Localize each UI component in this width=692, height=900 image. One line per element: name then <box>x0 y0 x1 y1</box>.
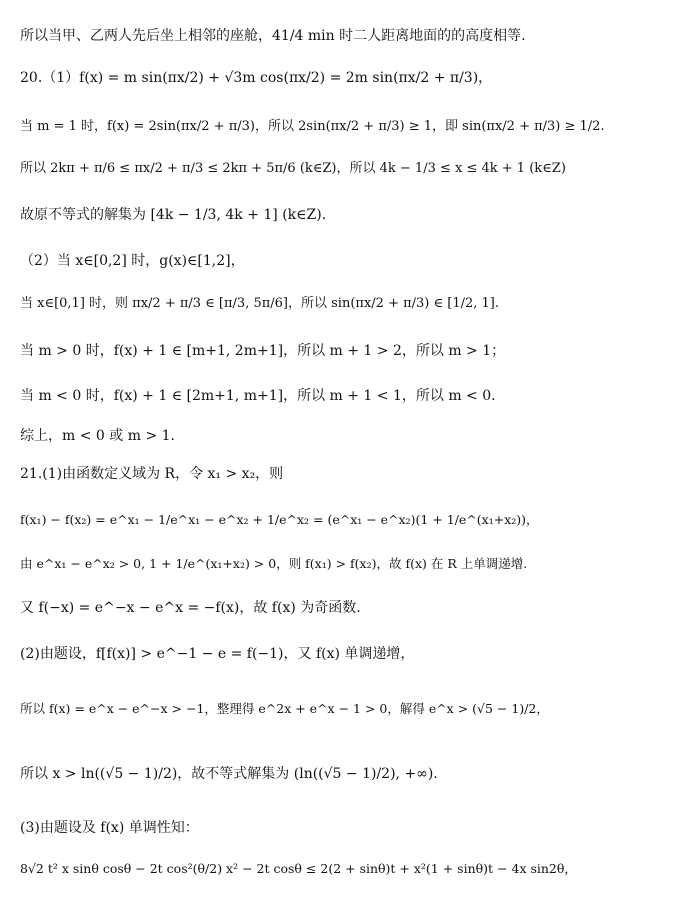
text-line: 当 m < 0 时，f(x) + 1 ∈ [2m+1, m+1]，所以 m + 1 < 1，所以 m < 0. <box>20 388 496 404</box>
text-line: 所以 x > ln((√5 − 1)/2)，故不等式解集为 (ln((√5 − 1)/2), +∞). <box>20 766 438 782</box>
text-line: f(x₁) − f(x₂) = e^x₁ − 1/e^x₁ − e^x₂ + 1/e^x₂ = (e^x₁ − e^x₂)(1 + 1/e^(x₁+x₂))， <box>20 512 539 527</box>
text-line: 由 e^x₁ − e^x₂ > 0, 1 + 1/e^(x₁+x₂) > 0，则 f(x₁) > f(x₂)，故 f(x) 在 R 上单调递增. <box>20 556 528 571</box>
text-line: (3)由题设及 f(x) 单调性知： <box>20 820 199 836</box>
text-line: 当 m > 0 时，f(x) + 1 ∈ [m+1, 2m+1]，所以 m + 1 > 2，所以 m > 1； <box>20 343 506 359</box>
text-line: (2)由题设，f[f(x)] > e^−1 − e = f(−1)，又 f(x) 单调递增， <box>20 646 415 662</box>
text-line: 故原不等式的解集为 [4k − 1/3, 4k + 1] (k∈Z). <box>20 207 327 223</box>
text-line: 当 x∈[0,1] 时，则 πx/2 + π/3 ∈ [π/3, 5π/6]，所以 sin(πx/2 + π/3) ∈ [1/2, 1]. <box>20 296 499 311</box>
text-line: （2）当 x∈[0,2] 时，g(x)∈[1,2]， <box>20 253 245 269</box>
text-line: 所以 f(x) = e^x − e^−x > −1，整理得 e^2x + e^x − 1 > 0，解得 e^x > (√5 − 1)/2， <box>20 701 549 716</box>
text-line: 8√2 t² x sinθ cosθ − 2t cos²(θ/2) x² − 2t cosθ ≤ 2(2 + sinθ)t + x²(1 + sinθ)t − 4x sin2θ， <box>20 861 577 876</box>
text-line: 20.（1）f(x) = m sin(πx/2) + √3m cos(πx/2) = 2m sin(πx/2 + π/3)， <box>20 70 493 86</box>
text-line: 所以当甲、乙两人先后坐上相邻的座舱，41/4 min 时二人距离地面的的高度相等. <box>20 28 526 44</box>
text-line: 又 f(−x) = e^−x − e^x = −f(x)，故 f(x) 为奇函数. <box>20 600 361 616</box>
text-line: 当 m = 1 时，f(x) = 2sin(πx/2 + π/3)，所以 2sin(πx/2 + π/3) ≥ 1，即 sin(πx/2 + π/3) ≥ 1/2. <box>20 119 605 134</box>
text-line: 所以 2kπ + π/6 ≤ πx/2 + π/3 ≤ 2kπ + 5π/6 (k∈Z)，所以 4k − 1/3 ≤ x ≤ 4k + 1 (k∈Z) <box>20 161 566 176</box>
text-line: 综上，m < 0 或 m > 1. <box>20 428 175 444</box>
text-line: 21.(1)由函数定义域为 R，令 x₁ > x₂，则 <box>20 466 284 482</box>
